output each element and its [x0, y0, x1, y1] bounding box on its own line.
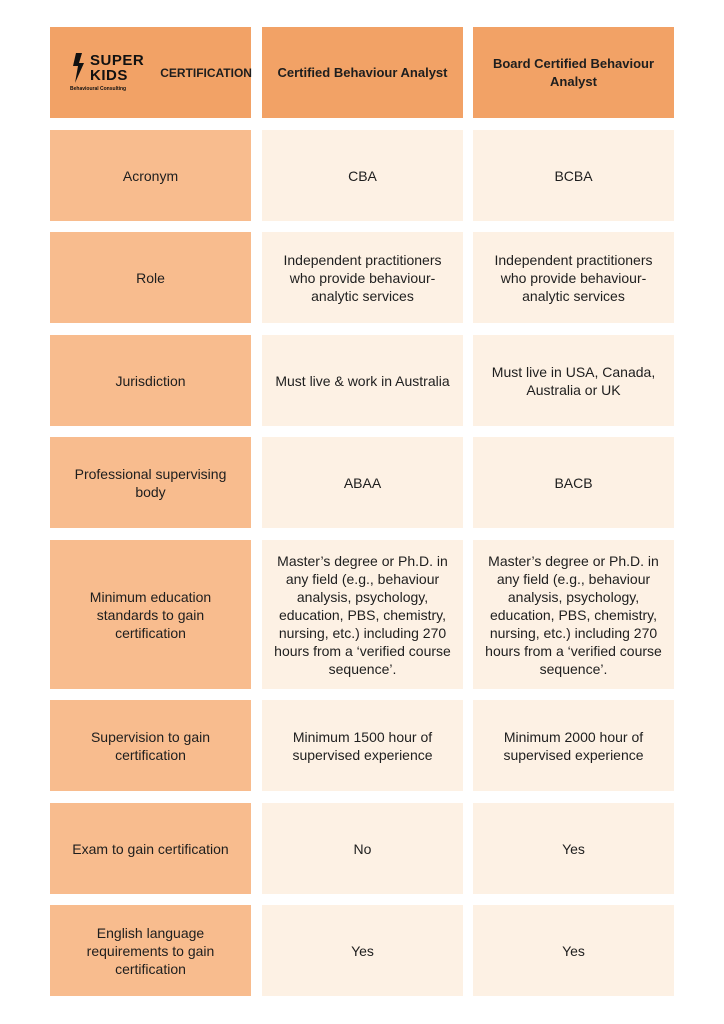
logo-line-2: KIDS: [90, 66, 128, 84]
cba-jurisdiction: Must live & work in Australia: [262, 335, 463, 426]
cba-supervision: Minimum 1500 hour of supervised experience: [262, 700, 463, 791]
row-label-jurisdiction: Jurisdiction: [50, 335, 251, 426]
header-certification-label: CERTIFICATION: [160, 65, 252, 80]
bcba-education: Master’s degree or Ph.D. in any field (e.g., behaviour analysis, psychology, education, PBS, chemistry, nursing, etc.) including 270 hours from a ‘verified course sequence’.: [473, 540, 674, 689]
lightning-bolt-icon: [70, 53, 86, 83]
row-label-supervising-body: Professional supervising body: [50, 437, 251, 528]
cba-acronym: CBA: [262, 130, 463, 221]
cba-role: Independent practitioners who provide behaviour-analytic services: [262, 232, 463, 323]
logo-tagline: Behavioural Consulting: [70, 85, 127, 92]
row-label-english: English language requirements to gain certification: [50, 905, 251, 996]
cba-exam: No: [262, 803, 463, 894]
bcba-english: Yes: [473, 905, 674, 996]
bcba-supervision: Minimum 2000 hour of supervised experience: [473, 700, 674, 791]
bcba-supervising-body: BACB: [473, 437, 674, 528]
logo-line-1: SUPER: [90, 51, 145, 69]
bcba-role: Independent practitioners who provide behaviour-analytic services: [473, 232, 674, 323]
row-label-supervision: Supervision to gain certification: [50, 700, 251, 791]
cba-supervising-body: ABAA: [262, 437, 463, 528]
bcba-jurisdiction: Must live in USA, Canada, Australia or UK: [473, 335, 674, 426]
header-certification-cell: [50, 27, 251, 118]
row-label-role: Role: [50, 232, 251, 323]
row-label-education: Minimum education standards to gain certification: [50, 540, 251, 689]
cba-english: Yes: [262, 905, 463, 996]
row-label-exam: Exam to gain certification: [50, 803, 251, 894]
bcba-exam: Yes: [473, 803, 674, 894]
header-bcba: Board Certified Behaviour Analyst: [473, 27, 674, 118]
cba-education: Master’s degree or Ph.D. in any field (e.g., behaviour analysis, psychology, education, PBS, chemistry, nursing, etc.) including 270 hours from a ‘verified course sequence’.: [262, 540, 463, 689]
super-kids-logo: [70, 53, 144, 93]
header-cba: Certified Behaviour Analyst: [262, 27, 463, 118]
bcba-acronym: BCBA: [473, 130, 674, 221]
row-label-acronym: Acronym: [50, 130, 251, 221]
